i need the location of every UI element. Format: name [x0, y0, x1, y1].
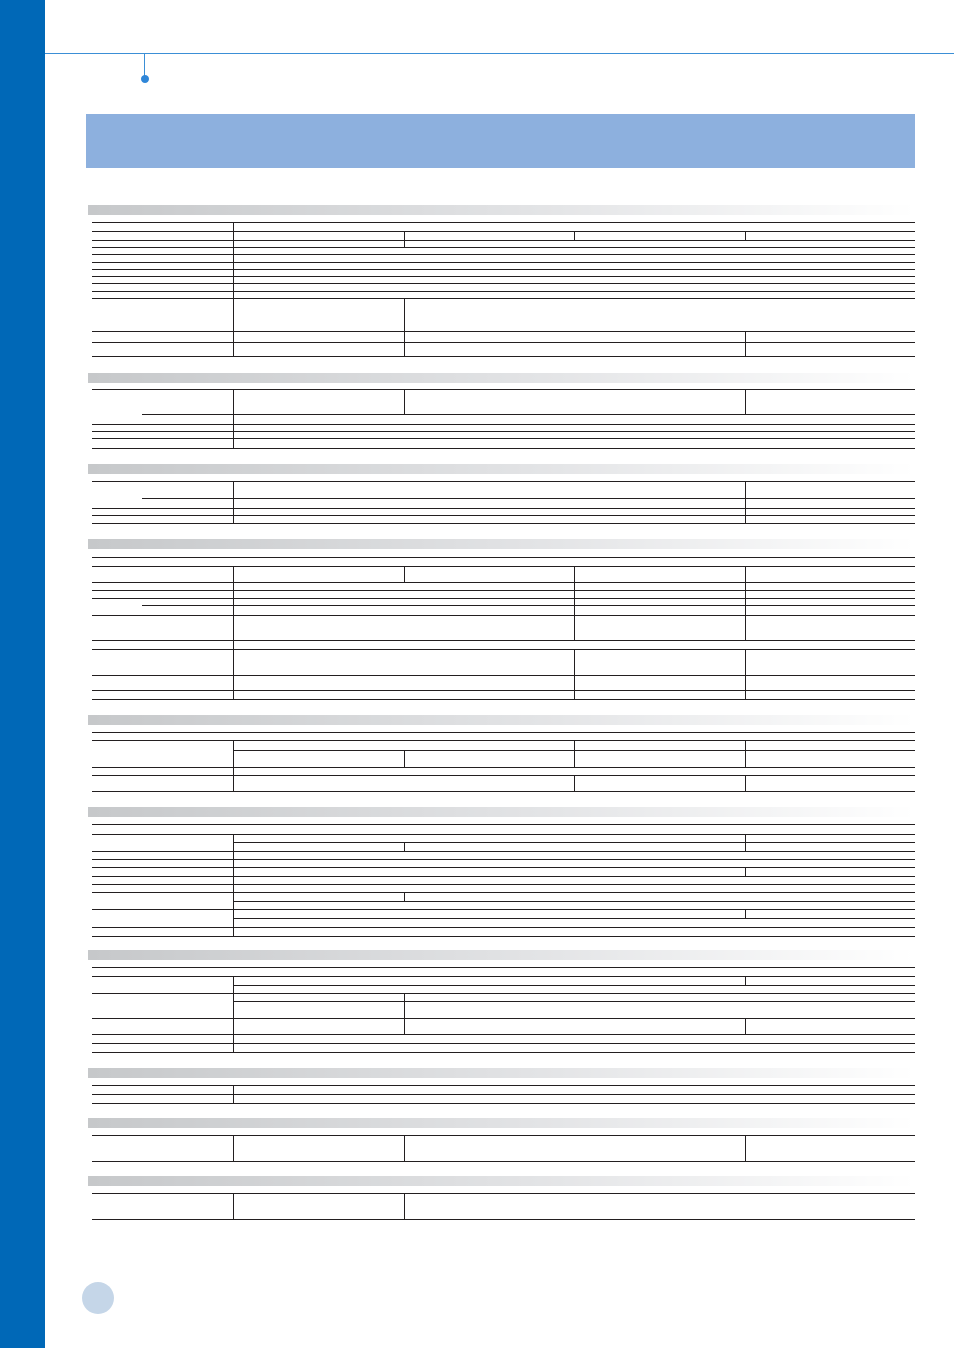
table-column-divider — [745, 481, 746, 523]
table-rule — [92, 1034, 915, 1035]
table-column-divider — [233, 740, 234, 791]
table-rule — [92, 976, 915, 977]
table-column-divider — [233, 976, 234, 1052]
table-rule — [92, 331, 915, 332]
table-column-divider — [574, 649, 575, 699]
table-rule — [92, 699, 915, 700]
table-column-divider — [233, 389, 234, 448]
table-rule — [92, 481, 915, 482]
table-column-divider — [404, 842, 405, 851]
table-rule — [92, 909, 915, 910]
table-rule — [92, 356, 915, 357]
table-rule — [233, 901, 915, 902]
table-column-divider — [404, 298, 405, 356]
table-column-divider — [404, 389, 405, 414]
table-column-divider — [745, 740, 746, 767]
table-column-divider — [574, 740, 575, 767]
section-1-bar — [88, 205, 915, 215]
table-column-divider — [404, 750, 405, 767]
table-column-divider — [404, 892, 405, 901]
page-number-badge — [82, 1282, 114, 1314]
table-rule — [92, 590, 915, 591]
table-column-divider — [404, 566, 405, 582]
table-column-divider — [574, 231, 575, 240]
table-rule — [142, 414, 915, 415]
table-rule — [92, 675, 915, 676]
table-rule — [92, 884, 915, 885]
table-rule — [92, 1219, 915, 1220]
table-rule — [92, 222, 915, 223]
table-rule — [92, 892, 915, 893]
table-rule — [92, 598, 915, 599]
table-column-divider — [745, 1135, 746, 1161]
table-rule — [92, 615, 915, 616]
section-10-bar — [88, 1176, 915, 1186]
table-column-divider — [233, 1085, 234, 1103]
table-column-divider — [233, 834, 234, 936]
table-rule — [92, 851, 915, 852]
table-rule — [92, 557, 915, 558]
table-column-divider — [745, 331, 746, 356]
table-rule — [92, 640, 915, 641]
table-column-divider — [233, 1193, 234, 1219]
table-column-divider — [745, 867, 746, 876]
section-3-bar — [88, 464, 915, 474]
table-rule — [92, 767, 915, 768]
table-rule — [92, 582, 915, 583]
table-column-divider — [233, 481, 234, 523]
table-column-divider — [233, 1135, 234, 1161]
table-rule — [92, 298, 915, 299]
table-column-divider — [745, 389, 746, 414]
table-rule — [92, 424, 915, 425]
table-rule — [92, 967, 915, 968]
table-rule — [233, 842, 915, 843]
table-column-divider — [233, 566, 234, 699]
table-rule — [92, 775, 915, 776]
table-rule — [92, 291, 915, 292]
table-rule — [92, 649, 915, 650]
table-column-divider — [404, 231, 405, 247]
table-rule — [92, 1103, 915, 1104]
table-rule — [92, 342, 915, 343]
table-rule — [233, 1001, 915, 1002]
table-column-divider — [574, 566, 575, 640]
table-column-divider — [574, 775, 575, 791]
table-rule — [233, 918, 915, 919]
table-rule — [92, 247, 915, 248]
table-rule — [92, 431, 915, 432]
table-rule — [92, 732, 915, 733]
section-9-bar — [88, 1118, 915, 1128]
left-sidebar-band — [0, 0, 45, 1348]
section-7-bar — [88, 950, 915, 960]
table-column-divider — [233, 222, 234, 356]
header-dot — [141, 75, 149, 83]
section-6-bar — [88, 807, 915, 817]
table-rule — [92, 1052, 915, 1053]
table-column-divider — [745, 649, 746, 699]
table-rule — [92, 254, 915, 255]
table-rule — [142, 605, 915, 606]
table-column-divider — [404, 1135, 405, 1161]
section-8-bar — [88, 1068, 915, 1078]
header-tick — [144, 54, 145, 76]
section-4-bar — [88, 539, 915, 549]
table-rule — [92, 876, 915, 877]
table-rule — [92, 283, 915, 284]
section-5-bar — [88, 715, 915, 725]
table-rule — [92, 791, 915, 792]
table-rule — [142, 498, 915, 499]
table-rule — [92, 276, 915, 277]
table-column-divider — [745, 775, 746, 791]
table-rule — [92, 515, 915, 516]
table-rule — [92, 927, 915, 928]
table-rule — [92, 508, 915, 509]
table-rule — [233, 985, 915, 986]
table-rule — [92, 566, 915, 567]
table-column-divider — [404, 993, 405, 1034]
header-rule — [45, 53, 954, 54]
table-rule — [92, 1085, 915, 1086]
table-rule — [92, 262, 915, 263]
table-column-divider — [745, 231, 746, 240]
table-rule — [92, 269, 915, 270]
table-rule — [92, 231, 915, 232]
table-rule — [92, 859, 915, 860]
table-column-divider — [745, 1018, 746, 1034]
table-column-divider — [745, 976, 746, 985]
table-rule — [92, 936, 915, 937]
table-rule — [92, 438, 915, 439]
table-rule — [92, 993, 915, 994]
table-rule — [92, 448, 915, 449]
table-rule — [92, 740, 915, 741]
table-rule — [92, 834, 915, 835]
table-rule — [92, 240, 915, 241]
table-rule — [92, 389, 915, 390]
table-rule — [92, 690, 915, 691]
table-rule — [92, 1135, 915, 1136]
table-column-divider — [404, 1193, 405, 1219]
table-column-divider — [745, 909, 746, 918]
title-banner — [86, 114, 915, 168]
table-rule — [92, 1094, 915, 1095]
table-rule — [92, 1161, 915, 1162]
table-rule — [92, 1193, 915, 1194]
table-rule — [92, 867, 915, 868]
table-column-divider — [745, 834, 746, 851]
table-rule — [92, 824, 915, 825]
table-rule — [92, 1043, 915, 1044]
section-2-bar — [88, 373, 915, 383]
table-rule — [92, 523, 915, 524]
table-rule — [92, 1018, 915, 1019]
table-column-divider — [745, 566, 746, 640]
